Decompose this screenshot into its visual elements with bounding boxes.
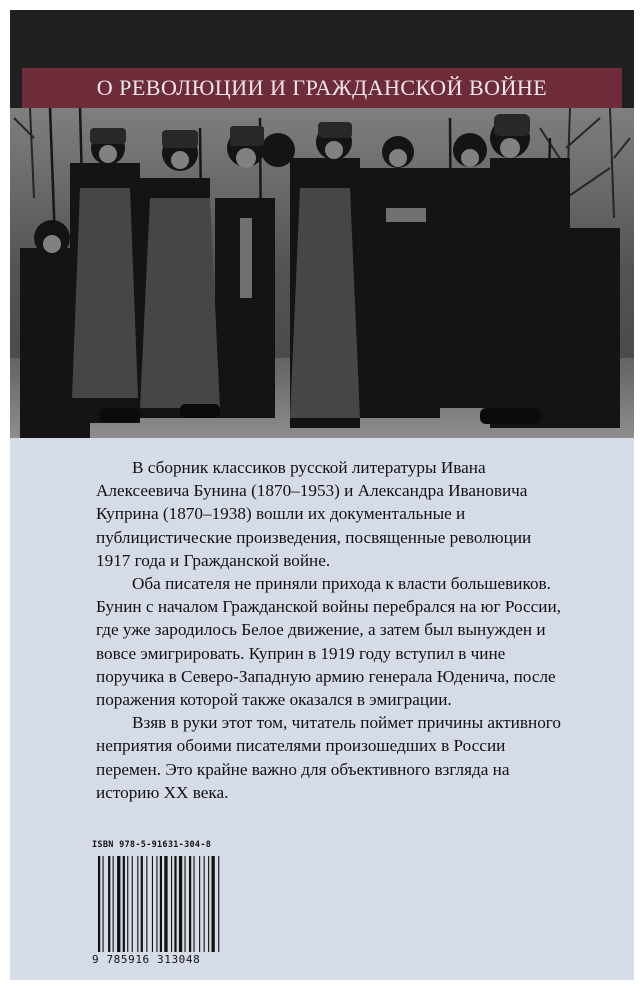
annotation-text xyxy=(96,456,566,804)
ean-number: 9 785916 313048 xyxy=(92,953,250,966)
blurb-paragraph: Оба писателя не приняли прихода к власти большевиков. Бунин с началом Гражданской войны перебрался на юг России, где уже зародилось Белое движение, а затем был вынужден и вовсе эмигрировать. Куприн в 1919 году вступил в чине поручика в Северо-Западную армию генерала Юденича, после поражения которой также оказался в эмиграции. xyxy=(96,574,561,710)
series-title-bar xyxy=(22,68,622,108)
series-title: О РЕВОЛЮЦИИ И ГРАЖДАНСКОЙ ВОЙНЕ xyxy=(96,75,548,100)
isbn-label: ISBN 978-5-91631-304-8 xyxy=(92,840,212,850)
barcode-icon xyxy=(96,856,246,960)
blurb-paragraph: В сборник классиков русской литературы Ивана Алексеевича Бунина (1870–1953) и Александра Ивановича Куприна (1870–1938) вошли их документальные и публицистические произведения, посвященные революции 1917 года и Гражданской войне. xyxy=(96,458,532,570)
barcode-block xyxy=(92,840,250,978)
book-back-cover xyxy=(10,10,634,980)
historical-photo xyxy=(10,108,634,438)
blurb-paragraph: Взяв в руки этот том, читатель поймет причины активного неприятия обоими писателями произошедших в России перемен. Это крайне важно для объективного взгляда на историю XX века. xyxy=(96,713,562,802)
photo-band xyxy=(10,10,634,438)
soldiers-photo-icon xyxy=(10,108,634,438)
